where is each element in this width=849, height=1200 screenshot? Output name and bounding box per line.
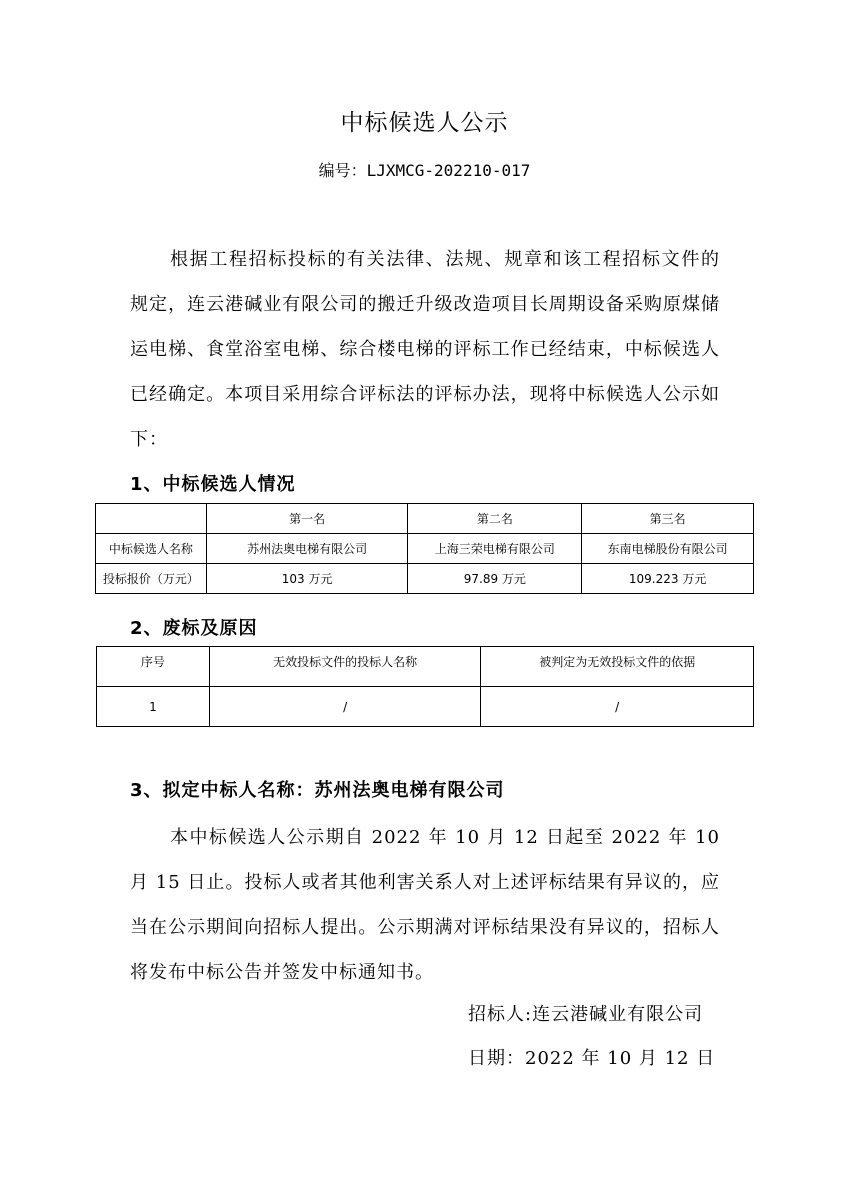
table-cell: 103 万元: [206, 564, 408, 594]
table-cell: 1: [97, 687, 210, 727]
table-cell: 109.223 万元: [582, 564, 754, 594]
candidates-table: [95, 503, 754, 594]
table-header-row: [96, 504, 754, 534]
table-header-cell: 序号: [97, 647, 210, 687]
table-cell: 东南电梯股份有限公司: [582, 534, 754, 564]
table-row: [96, 564, 754, 594]
rejected-bids-table: [96, 646, 754, 727]
table-cell: /: [209, 687, 481, 727]
table-row: [96, 534, 754, 564]
doc-title: 中标候选人公示: [340, 110, 509, 136]
table-cell: 97.89 万元: [408, 564, 582, 594]
table-header-cell: 被判定为无效投标文件的依据: [481, 647, 754, 687]
table-header-cell: 第一名: [206, 504, 408, 534]
table-header-cell: 第三名: [582, 504, 754, 534]
signer: 招标人:连云港碱业有限公司: [468, 1004, 704, 1025]
table-row: [97, 687, 754, 727]
section-3-heading: 3、拟定中标人名称：苏州法奥电梯有限公司: [130, 780, 505, 801]
table-header-cell: 无效投标文件的投标人名称: [209, 647, 481, 687]
row-label: 中标候选人名称: [96, 534, 207, 564]
table-header-cell: 第二名: [408, 504, 582, 534]
row-label: 投标报价（万元）: [96, 564, 207, 594]
closing-paragraph: 本中标候选人公示期自 2022 年 10 月 12 日起至 2022 年 10 月 15 日止。投标人或者其他利害关系人对上述评标结果有异议的，应当在公示期间向招标人提出。公示期满对评标结果没有异议的，招标人将发布中标公告并签发中标通知书。: [130, 827, 720, 983]
table-header-row: [97, 647, 754, 687]
section-2-heading: 2、废标及原因: [130, 618, 258, 639]
table-header-cell: [96, 504, 207, 534]
table-cell: /: [481, 687, 754, 727]
section-1-heading: 1、中标候选人情况: [130, 474, 296, 495]
intro-paragraph: 根据工程招标投标的有关法律、法规、规章和该工程招标文件的规定，连云港碱业有限公司的搬迁升级改造项目长周期设备采购原煤储运电梯、食堂浴室电梯、综合楼电梯的评标工作已经结束，中标候选人已经确定。本项目采用综合评标法的评标办法，现将中标候选人公示如下：: [130, 249, 720, 450]
date: 日期：2022 年 10 月 12 日: [468, 1048, 716, 1069]
table-cell: 苏州法奥电梯有限公司: [206, 534, 408, 564]
doc-number: 编号：LJXMCG-202210-017: [318, 161, 531, 180]
table-cell: 上海三荣电梯有限公司: [408, 534, 582, 564]
